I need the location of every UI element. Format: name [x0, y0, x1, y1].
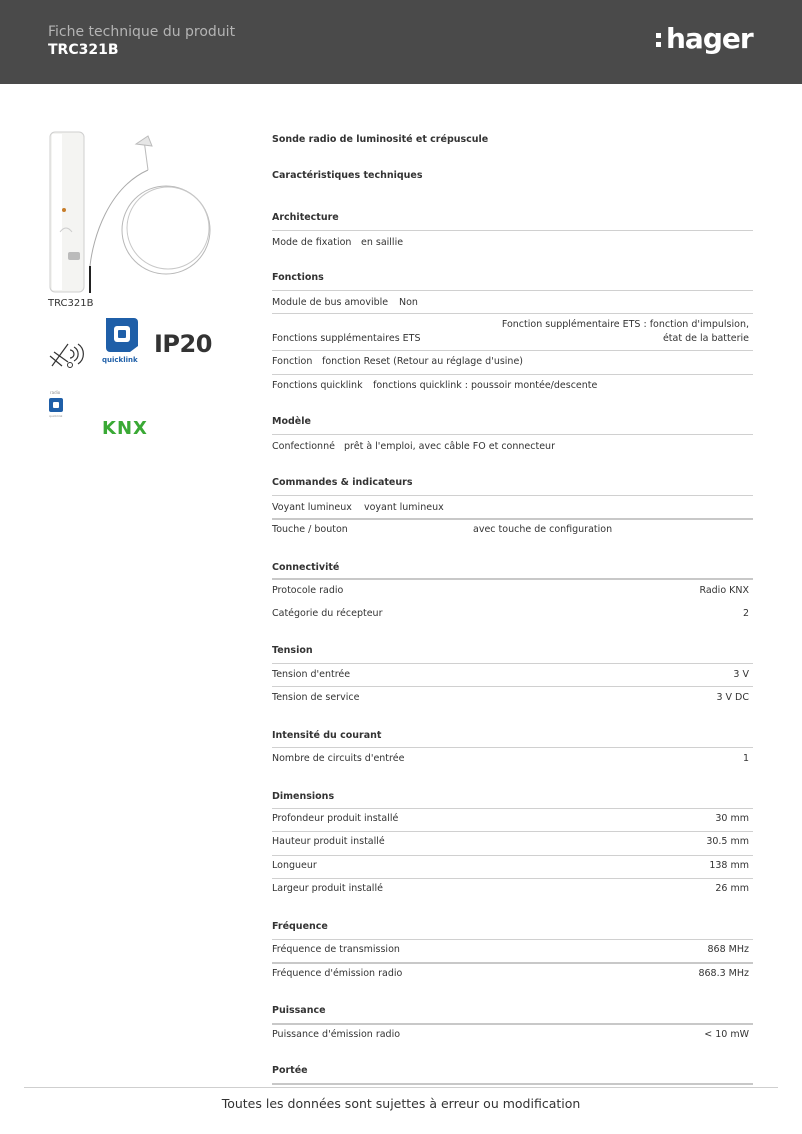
- section-title-frequence: Fréquence: [272, 921, 328, 932]
- spec-label: Fonctions quicklink: [272, 380, 363, 391]
- quicklink-small-q-icon: [49, 398, 63, 412]
- spec-label: Fréquence de transmission: [272, 944, 400, 955]
- section-title-dimensions: Dimensions: [272, 791, 335, 802]
- hager-logo-mark: [656, 27, 664, 51]
- ip-rating-badge: IP20: [154, 330, 212, 358]
- spec-label: Module de bus amovible: [272, 297, 389, 308]
- spec-row: [272, 434, 753, 457]
- spec-row: [272, 831, 753, 854]
- section-title-puissance: Puissance: [272, 1005, 326, 1016]
- spec-value: < 10 mW: [704, 1029, 749, 1040]
- spec-value: Non: [399, 297, 418, 308]
- spec-row: [272, 602, 753, 626]
- spec-label: Mode de fixation: [272, 237, 352, 248]
- spec-label: Nombre de circuits d'entrée: [272, 753, 405, 764]
- spec-row: [272, 578, 753, 604]
- spec-value-line2: état de la batterie: [662, 333, 749, 344]
- spec-value: en saillie: [361, 237, 404, 248]
- spec-label: Puissance d'émission radio: [272, 1029, 401, 1040]
- spec-value: 3 V: [733, 669, 749, 680]
- spec-label: Tension de service: [272, 692, 360, 703]
- section-divider: [272, 1083, 753, 1085]
- product-image: [48, 128, 218, 296]
- section-title-architecture: Architecture: [272, 212, 339, 223]
- spec-value: 138 mm: [709, 860, 749, 871]
- product-reference-title: TRC321B: [48, 42, 119, 58]
- spec-value: 30.5 mm: [706, 836, 749, 847]
- radio-small-label: radio: [50, 390, 61, 395]
- spec-value: voyant lumineux: [364, 502, 444, 513]
- spec-label: Longueur: [272, 860, 317, 871]
- spec-label: Fonction: [272, 356, 313, 367]
- spec-row: [272, 747, 753, 770]
- spec-label: Voyant lumineux: [272, 502, 352, 513]
- spec-value: 868.3 MHz: [698, 968, 749, 979]
- spec-row: [272, 350, 753, 373]
- technical-characteristics-heading: Caractéristiques techniques: [272, 170, 423, 181]
- spec-label: Fréquence d'émission radio: [272, 968, 403, 979]
- spec-value: 1: [742, 753, 749, 764]
- section-title-intensite: Intensité du courant: [272, 730, 382, 741]
- spec-value: 3 V DC: [716, 692, 749, 703]
- knx-logo: [102, 418, 148, 439]
- spec-value-line1: Fonction supplémentaire ETS : fonction d'impulsion,: [501, 319, 749, 330]
- spec-label: Largeur produit installé: [272, 883, 383, 894]
- spec-value: 2: [742, 608, 749, 619]
- section-title-connectivite: Connectivité: [272, 562, 340, 573]
- hager-logo-text: hager: [666, 22, 753, 55]
- hager-logo: [656, 22, 753, 55]
- spec-value: fonction Reset (Retour au réglage d'usine): [322, 356, 523, 367]
- spec-row: [272, 939, 753, 962]
- product-image-caption: TRC321B: [48, 298, 94, 309]
- spec-value: prêt à l'emploi, avec câble FO et connecteur: [344, 441, 555, 452]
- spec-value: 30 mm: [715, 813, 749, 824]
- spec-row: [272, 290, 753, 313]
- spec-value: avec touche de configuration: [473, 524, 613, 535]
- radio-light-sensor-icon: [48, 338, 100, 370]
- spec-value: fonctions quicklink : poussoir montée/descente: [373, 380, 598, 391]
- spec-row: [272, 1023, 753, 1047]
- spec-row: [272, 686, 753, 709]
- footer-disclaimer: Toutes les données sont sujettes à erreur ou modification: [221, 1096, 581, 1111]
- spec-label: Touche / bouton: [272, 524, 348, 535]
- spec-label: Confectionné: [272, 441, 335, 452]
- product-name: Sonde radio de luminosité et crépuscule: [272, 134, 489, 145]
- section-title-tension: Tension: [272, 645, 313, 656]
- radio-quicklink-small-logo: [48, 390, 72, 420]
- spec-value: Radio KNX: [699, 585, 749, 596]
- spec-label: Fonctions supplémentaires ETS: [272, 333, 421, 344]
- spec-row: [272, 313, 753, 348]
- quicklink-label: quicklink: [102, 356, 138, 364]
- page-header: [0, 0, 802, 84]
- spec-row: [272, 495, 753, 518]
- footer-divider: [24, 1087, 778, 1088]
- quicklink-logo: [100, 316, 148, 368]
- spec-row: [272, 878, 753, 901]
- spec-row: [272, 230, 753, 253]
- section-title-commandes: Commandes & indicateurs: [272, 477, 413, 488]
- spec-label: Catégorie du récepteur: [272, 608, 383, 619]
- spec-row: [272, 855, 753, 878]
- spec-row: [272, 808, 753, 831]
- spec-value: 868 MHz: [707, 944, 749, 955]
- section-title-modele: Modèle: [272, 416, 311, 427]
- section-title-portee: Portée: [272, 1065, 308, 1076]
- section-title-fonctions: Fonctions: [272, 272, 324, 283]
- spec-row: [272, 374, 753, 397]
- knx-logo-text: KNX: [102, 418, 148, 439]
- spec-row: [272, 962, 753, 986]
- spec-label: Hauteur produit installé: [272, 836, 385, 847]
- quicklink-small-label: quicklink: [49, 414, 63, 418]
- document-subtitle: Fiche technique du produit: [48, 24, 236, 40]
- spec-label: Tension d'entrée: [272, 669, 351, 680]
- spec-label: Protocole radio: [272, 585, 344, 596]
- quicklink-q-icon: [102, 316, 142, 354]
- spec-label: Profondeur produit installé: [272, 813, 399, 824]
- spec-value: 26 mm: [715, 883, 749, 894]
- spec-row: [272, 518, 753, 542]
- spec-row: [272, 663, 753, 686]
